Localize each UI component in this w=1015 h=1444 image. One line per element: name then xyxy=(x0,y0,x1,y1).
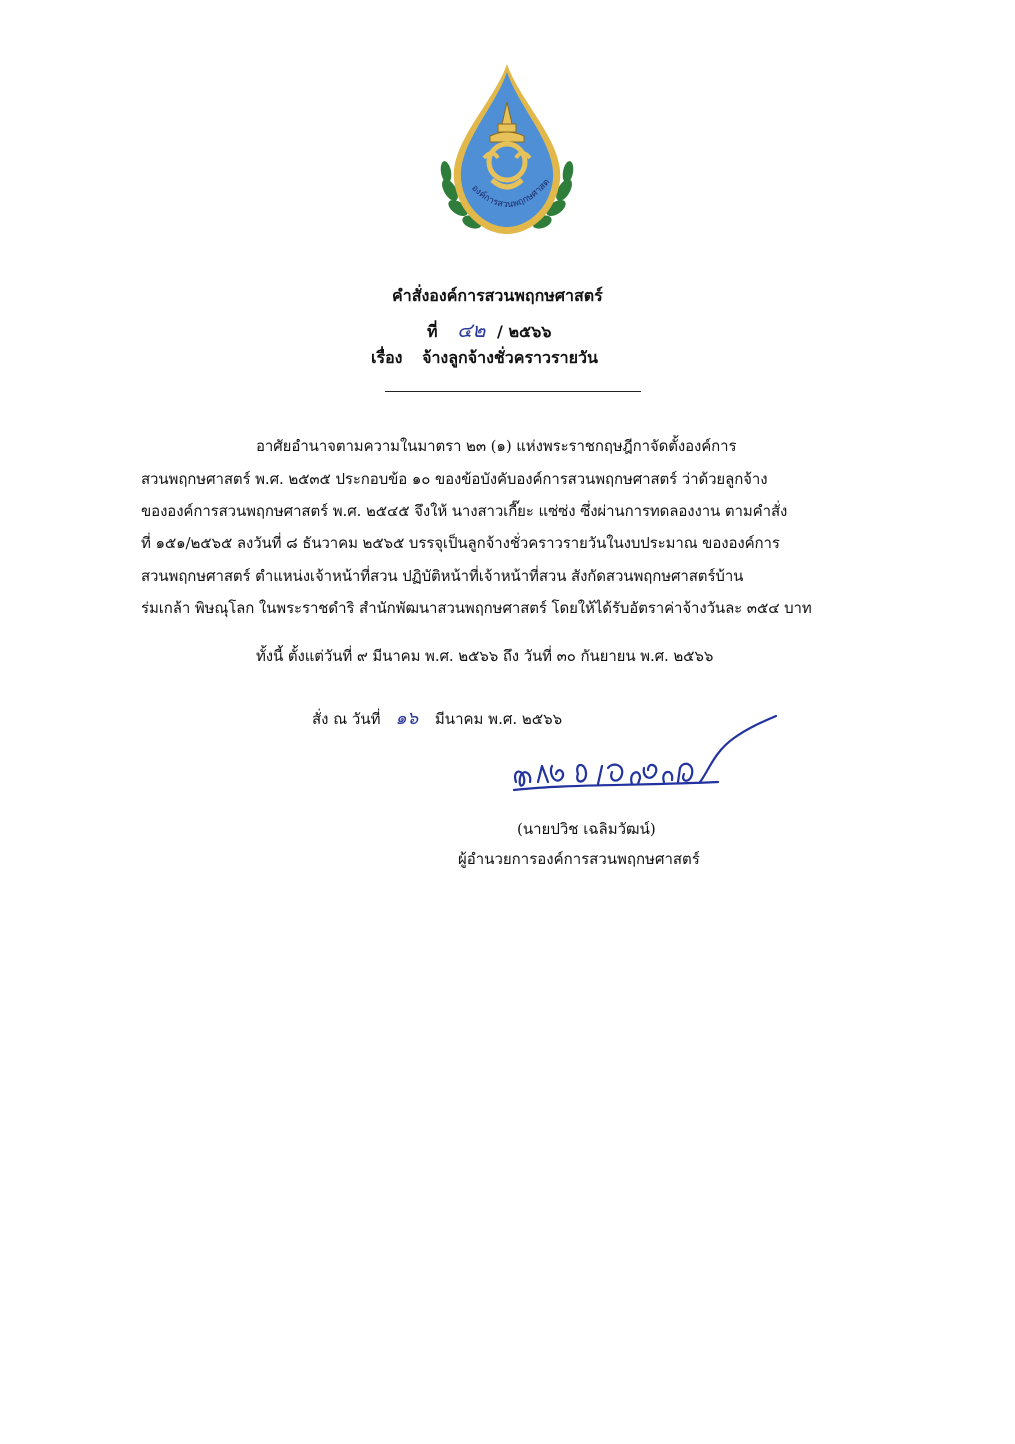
order-number-year: / ๒๕๖๖ xyxy=(497,322,552,341)
header-divider xyxy=(385,391,641,392)
order-number-handwritten: ๔๒ xyxy=(457,318,486,342)
logo-text: องค์การสวนพฤกษศาสต xyxy=(469,177,553,211)
body-line-1: อาศัยอำนาจตามความในมาตรา ๒๓ (๑) แห่งพระราชกฤษฎีกาจัดตั้งองค์การ xyxy=(256,437,737,455)
order-subject xyxy=(371,346,598,371)
signatory-position: ผู้อำนวยการองค์การสวนพฤกษศาสตร์ xyxy=(458,850,700,868)
signatory-name: (นายปวิช เฉลิมวัฒน์) xyxy=(517,820,656,838)
order-number xyxy=(427,314,551,346)
order-date-day-handwritten: ๑๖ xyxy=(395,708,419,729)
effective-period: ทั้งนี้ ตั้งแต่วันที่ ๙ มีนาคม พ.ศ. ๒๕๖๖ ถึง วันที่ ๓๐ กันยายน พ.ศ. ๒๕๖๖ xyxy=(256,647,714,665)
water-drop-emblem-icon xyxy=(432,62,582,242)
body-line-5: สวนพฤกษศาสตร์ ตำแหน่งเจ้าหน้าที่สวน ปฏิบัติหน้าที่เจ้าหน้าที่สวน สังกัดสวนพฤกษศาสตร์บ้าน xyxy=(141,567,744,585)
organization-logo xyxy=(432,62,582,242)
order-number-prefix: ที่ xyxy=(427,322,438,341)
order-date-prefix: สั่ง ณ วันที่ xyxy=(312,710,381,728)
order-date-month-year: มีนาคม พ.ศ. ๒๕๖๖ xyxy=(434,710,563,728)
signature-icon xyxy=(508,712,788,802)
body-line-6: ร่มเกล้า พิษณุโลก ในพระราชดำริ สำนักพัฒนาสวนพฤกษศาสตร์ โดยให้ได้รับอัตราค่าจ้างวันละ ๓๕๔ บาท xyxy=(141,599,812,617)
order-title: คำสั่งองค์การสวนพฤกษศาสตร์ xyxy=(392,286,603,305)
body-line-4: ที่ ๑๕๑/๒๕๖๕ ลงวันที่ ๘ ธันวาคม ๒๕๖๕ บรรจุเป็นลูกจ้างชั่วคราวรายวันในงบประมาณ ขององค์การ xyxy=(141,534,780,552)
subject-label: เรื่อง xyxy=(371,348,403,367)
body-line-2: สวนพฤกษศาสตร์ พ.ศ. ๒๕๓๕ ประกอบข้อ ๑๐ ของข้อบังคับองค์การสวนพฤกษศาสตร์ ว่าด้วยลูกจ้าง xyxy=(141,470,768,488)
body-line-3: ขององค์การสวนพฤกษศาสตร์ พ.ศ. ๒๕๔๕ จึงให้ นางสาวเกี๊ยะ แซ่ซ่ง ซึ่งผ่านการทดลองงาน ตามคำสั่ง xyxy=(141,502,788,520)
subject-text: จ้างลูกจ้างชั่วคราวรายวัน xyxy=(422,348,598,367)
